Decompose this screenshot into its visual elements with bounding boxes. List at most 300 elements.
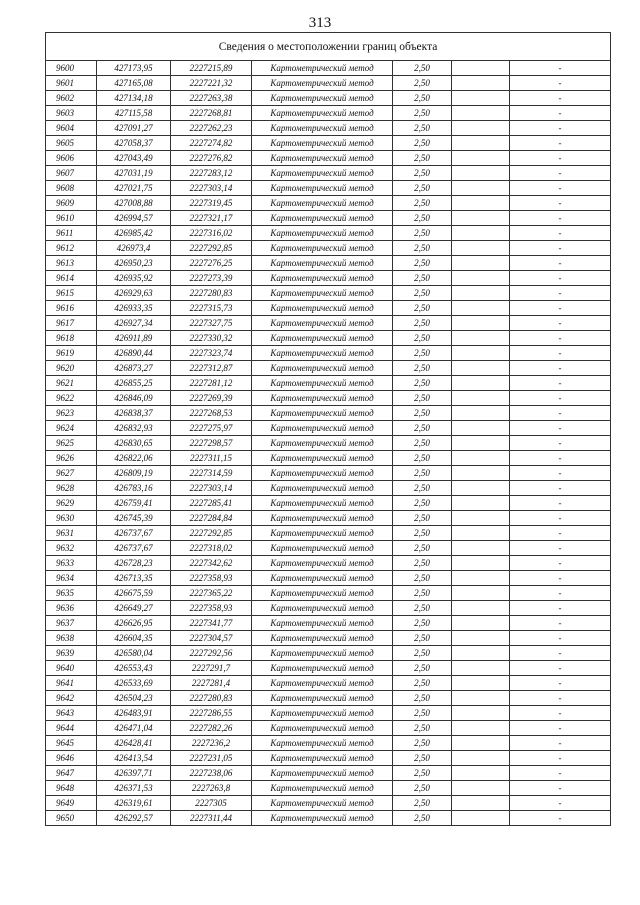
x-coordinate-cell: 426675,59 bbox=[97, 586, 171, 601]
method-cell: Картометрический метод bbox=[252, 616, 393, 631]
accuracy-cell: 2,50 bbox=[393, 121, 452, 136]
point-number-cell: 9634 bbox=[46, 571, 97, 586]
method-cell: Картометрический метод bbox=[252, 511, 393, 526]
table-row bbox=[46, 736, 611, 751]
point-number-cell: 9622 bbox=[46, 391, 97, 406]
point-number-cell: 9630 bbox=[46, 511, 97, 526]
empty-cell bbox=[452, 151, 510, 166]
point-number-cell: 9603 bbox=[46, 106, 97, 121]
x-coordinate-cell: 426759,41 bbox=[97, 496, 171, 511]
description-cell: - bbox=[510, 766, 611, 781]
accuracy-cell: 2,50 bbox=[393, 316, 452, 331]
x-coordinate-cell: 426873,27 bbox=[97, 361, 171, 376]
y-coordinate-cell: 2227311,44 bbox=[171, 811, 252, 826]
accuracy-cell: 2,50 bbox=[393, 751, 452, 766]
point-number-cell: 9604 bbox=[46, 121, 97, 136]
y-coordinate-cell: 2227276,25 bbox=[171, 256, 252, 271]
table-row bbox=[46, 601, 611, 616]
point-number-cell: 9641 bbox=[46, 676, 97, 691]
empty-cell bbox=[452, 616, 510, 631]
x-coordinate-cell: 426950,23 bbox=[97, 256, 171, 271]
point-number-cell: 9610 bbox=[46, 211, 97, 226]
accuracy-cell: 2,50 bbox=[393, 616, 452, 631]
table-row bbox=[46, 661, 611, 676]
x-coordinate-cell: 426846,09 bbox=[97, 391, 171, 406]
y-coordinate-cell: 2227292,56 bbox=[171, 646, 252, 661]
empty-cell bbox=[452, 691, 510, 706]
table-row bbox=[46, 226, 611, 241]
empty-cell bbox=[452, 646, 510, 661]
point-number-cell: 9601 bbox=[46, 76, 97, 91]
method-cell: Картометрический метод bbox=[252, 781, 393, 796]
x-coordinate-cell: 426580,04 bbox=[97, 646, 171, 661]
point-number-cell: 9625 bbox=[46, 436, 97, 451]
empty-cell bbox=[452, 781, 510, 796]
method-cell: Картометрический метод bbox=[252, 151, 393, 166]
x-coordinate-cell: 426929,63 bbox=[97, 286, 171, 301]
point-number-cell: 9609 bbox=[46, 196, 97, 211]
y-coordinate-cell: 2227215,89 bbox=[171, 61, 252, 76]
description-cell: - bbox=[510, 496, 611, 511]
method-cell: Картометрический метод bbox=[252, 91, 393, 106]
empty-cell bbox=[452, 211, 510, 226]
table-row bbox=[46, 721, 611, 736]
x-coordinate-cell: 426832,93 bbox=[97, 421, 171, 436]
method-cell: Картометрический метод bbox=[252, 271, 393, 286]
x-coordinate-cell: 426319,61 bbox=[97, 796, 171, 811]
description-cell: - bbox=[510, 796, 611, 811]
empty-cell bbox=[452, 406, 510, 421]
empty-cell bbox=[452, 586, 510, 601]
point-number-cell: 9642 bbox=[46, 691, 97, 706]
description-cell: - bbox=[510, 601, 611, 616]
method-cell: Картометрический метод bbox=[252, 691, 393, 706]
point-number-cell: 9602 bbox=[46, 91, 97, 106]
x-coordinate-cell: 426911,89 bbox=[97, 331, 171, 346]
description-cell: - bbox=[510, 91, 611, 106]
table-row bbox=[46, 136, 611, 151]
method-cell: Картометрический метод bbox=[252, 136, 393, 151]
method-cell: Картометрический метод bbox=[252, 196, 393, 211]
empty-cell bbox=[452, 631, 510, 646]
empty-cell bbox=[452, 526, 510, 541]
empty-cell bbox=[452, 121, 510, 136]
accuracy-cell: 2,50 bbox=[393, 691, 452, 706]
description-cell: - bbox=[510, 136, 611, 151]
page-number: 313 bbox=[308, 15, 332, 31]
y-coordinate-cell: 2227291,7 bbox=[171, 661, 252, 676]
y-coordinate-cell: 2227274,82 bbox=[171, 136, 252, 151]
boundary-table bbox=[45, 32, 611, 826]
table-row bbox=[46, 496, 611, 511]
x-coordinate-cell: 426604,35 bbox=[97, 631, 171, 646]
method-cell: Картометрический метод bbox=[252, 751, 393, 766]
table-row bbox=[46, 556, 611, 571]
table-row bbox=[46, 451, 611, 466]
empty-cell bbox=[452, 76, 510, 91]
description-cell: - bbox=[510, 751, 611, 766]
empty-cell bbox=[452, 466, 510, 481]
y-coordinate-cell: 2227282,26 bbox=[171, 721, 252, 736]
table-row bbox=[46, 121, 611, 136]
accuracy-cell: 2,50 bbox=[393, 376, 452, 391]
description-cell: - bbox=[510, 376, 611, 391]
y-coordinate-cell: 2227323,74 bbox=[171, 346, 252, 361]
accuracy-cell: 2,50 bbox=[393, 421, 452, 436]
y-coordinate-cell: 2227304,57 bbox=[171, 631, 252, 646]
x-coordinate-cell: 426890,44 bbox=[97, 346, 171, 361]
x-coordinate-cell: 426935,92 bbox=[97, 271, 171, 286]
table-row bbox=[46, 406, 611, 421]
table-row bbox=[46, 616, 611, 631]
table-row bbox=[46, 376, 611, 391]
y-coordinate-cell: 2227319,45 bbox=[171, 196, 252, 211]
table-row bbox=[46, 361, 611, 376]
description-cell: - bbox=[510, 211, 611, 226]
description-cell: - bbox=[510, 256, 611, 271]
description-cell: - bbox=[510, 301, 611, 316]
description-cell: - bbox=[510, 331, 611, 346]
point-number-cell: 9629 bbox=[46, 496, 97, 511]
description-cell: - bbox=[510, 151, 611, 166]
accuracy-cell: 2,50 bbox=[393, 226, 452, 241]
table-body bbox=[46, 61, 611, 826]
point-number-cell: 9612 bbox=[46, 241, 97, 256]
point-number-cell: 9638 bbox=[46, 631, 97, 646]
empty-cell bbox=[452, 391, 510, 406]
table-row bbox=[46, 316, 611, 331]
description-cell: - bbox=[510, 676, 611, 691]
accuracy-cell: 2,50 bbox=[393, 436, 452, 451]
empty-cell bbox=[452, 481, 510, 496]
method-cell: Картометрический метод bbox=[252, 301, 393, 316]
x-coordinate-cell: 426809,19 bbox=[97, 466, 171, 481]
x-coordinate-cell: 426737,67 bbox=[97, 526, 171, 541]
y-coordinate-cell: 2227330,32 bbox=[171, 331, 252, 346]
description-cell: - bbox=[510, 646, 611, 661]
method-cell: Картометрический метод bbox=[252, 361, 393, 376]
x-coordinate-cell: 426927,34 bbox=[97, 316, 171, 331]
description-cell: - bbox=[510, 781, 611, 796]
method-cell: Картометрический метод bbox=[252, 496, 393, 511]
empty-cell bbox=[452, 511, 510, 526]
accuracy-cell: 2,50 bbox=[393, 271, 452, 286]
description-cell: - bbox=[510, 631, 611, 646]
table-row bbox=[46, 211, 611, 226]
x-coordinate-cell: 426830,65 bbox=[97, 436, 171, 451]
table-row bbox=[46, 301, 611, 316]
accuracy-cell: 2,50 bbox=[393, 676, 452, 691]
empty-cell bbox=[452, 421, 510, 436]
point-number-cell: 9615 bbox=[46, 286, 97, 301]
method-cell: Картометрический метод bbox=[252, 241, 393, 256]
y-coordinate-cell: 2227280,83 bbox=[171, 691, 252, 706]
point-number-cell: 9619 bbox=[46, 346, 97, 361]
description-cell: - bbox=[510, 691, 611, 706]
empty-cell bbox=[452, 751, 510, 766]
point-number-cell: 9640 bbox=[46, 661, 97, 676]
table-row bbox=[46, 61, 611, 76]
x-coordinate-cell: 426483,91 bbox=[97, 706, 171, 721]
method-cell: Картометрический метод bbox=[252, 481, 393, 496]
description-cell: - bbox=[510, 316, 611, 331]
table-row bbox=[46, 286, 611, 301]
method-cell: Картометрический метод bbox=[252, 721, 393, 736]
accuracy-cell: 2,50 bbox=[393, 736, 452, 751]
y-coordinate-cell: 2227283,12 bbox=[171, 166, 252, 181]
y-coordinate-cell: 2227276,82 bbox=[171, 151, 252, 166]
empty-cell bbox=[452, 256, 510, 271]
table-title: Сведения о местоположении границ объекта bbox=[46, 33, 611, 61]
point-number-cell: 9627 bbox=[46, 466, 97, 481]
y-coordinate-cell: 2227321,17 bbox=[171, 211, 252, 226]
x-coordinate-cell: 426737,67 bbox=[97, 541, 171, 556]
description-cell: - bbox=[510, 511, 611, 526]
point-number-cell: 9614 bbox=[46, 271, 97, 286]
x-coordinate-cell: 427008,88 bbox=[97, 196, 171, 211]
point-number-cell: 9636 bbox=[46, 601, 97, 616]
accuracy-cell: 2,50 bbox=[393, 586, 452, 601]
x-coordinate-cell: 426973,4 bbox=[97, 241, 171, 256]
empty-cell bbox=[452, 451, 510, 466]
method-cell: Картометрический метод bbox=[252, 766, 393, 781]
description-cell: - bbox=[510, 406, 611, 421]
x-coordinate-cell: 426728,23 bbox=[97, 556, 171, 571]
table-row bbox=[46, 436, 611, 451]
empty-cell bbox=[452, 181, 510, 196]
accuracy-cell: 2,50 bbox=[393, 511, 452, 526]
empty-cell bbox=[452, 796, 510, 811]
x-coordinate-cell: 426626,95 bbox=[97, 616, 171, 631]
accuracy-cell: 2,50 bbox=[393, 196, 452, 211]
table-row bbox=[46, 811, 611, 826]
method-cell: Картометрический метод bbox=[252, 106, 393, 121]
x-coordinate-cell: 426649,27 bbox=[97, 601, 171, 616]
accuracy-cell: 2,50 bbox=[393, 211, 452, 226]
empty-cell bbox=[452, 346, 510, 361]
empty-cell bbox=[452, 286, 510, 301]
empty-cell bbox=[452, 166, 510, 181]
point-number-cell: 9624 bbox=[46, 421, 97, 436]
y-coordinate-cell: 2227314,59 bbox=[171, 466, 252, 481]
description-cell: - bbox=[510, 271, 611, 286]
empty-cell bbox=[452, 736, 510, 751]
method-cell: Картометрический метод bbox=[252, 121, 393, 136]
table-row bbox=[46, 541, 611, 556]
description-cell: - bbox=[510, 541, 611, 556]
point-number-cell: 9649 bbox=[46, 796, 97, 811]
x-coordinate-cell: 427115,58 bbox=[97, 106, 171, 121]
description-cell: - bbox=[510, 706, 611, 721]
accuracy-cell: 2,50 bbox=[393, 811, 452, 826]
y-coordinate-cell: 2227342,62 bbox=[171, 556, 252, 571]
x-coordinate-cell: 426783,16 bbox=[97, 481, 171, 496]
table-row bbox=[46, 706, 611, 721]
table-row bbox=[46, 166, 611, 181]
empty-cell bbox=[452, 601, 510, 616]
table-row bbox=[46, 631, 611, 646]
description-cell: - bbox=[510, 226, 611, 241]
accuracy-cell: 2,50 bbox=[393, 361, 452, 376]
method-cell: Картометрический метод bbox=[252, 226, 393, 241]
table-row bbox=[46, 196, 611, 211]
table-row bbox=[46, 751, 611, 766]
method-cell: Картометрический метод bbox=[252, 421, 393, 436]
accuracy-cell: 2,50 bbox=[393, 406, 452, 421]
accuracy-cell: 2,50 bbox=[393, 706, 452, 721]
y-coordinate-cell: 2227285,41 bbox=[171, 496, 252, 511]
x-coordinate-cell: 426292,57 bbox=[97, 811, 171, 826]
x-coordinate-cell: 427043,49 bbox=[97, 151, 171, 166]
method-cell: Картометрический метод bbox=[252, 211, 393, 226]
method-cell: Картометрический метод bbox=[252, 601, 393, 616]
table-row bbox=[46, 181, 611, 196]
x-coordinate-cell: 426745,39 bbox=[97, 511, 171, 526]
description-cell: - bbox=[510, 451, 611, 466]
description-cell: - bbox=[510, 421, 611, 436]
description-cell: - bbox=[510, 391, 611, 406]
point-number-cell: 9628 bbox=[46, 481, 97, 496]
description-cell: - bbox=[510, 571, 611, 586]
x-coordinate-cell: 426822,06 bbox=[97, 451, 171, 466]
y-coordinate-cell: 2227292,85 bbox=[171, 526, 252, 541]
empty-cell bbox=[452, 91, 510, 106]
x-coordinate-cell: 427058,37 bbox=[97, 136, 171, 151]
y-coordinate-cell: 2227236,2 bbox=[171, 736, 252, 751]
y-coordinate-cell: 2227318,02 bbox=[171, 541, 252, 556]
point-number-cell: 9608 bbox=[46, 181, 97, 196]
point-number-cell: 9647 bbox=[46, 766, 97, 781]
y-coordinate-cell: 2227269,39 bbox=[171, 391, 252, 406]
table-row bbox=[46, 481, 611, 496]
y-coordinate-cell: 2227281,12 bbox=[171, 376, 252, 391]
description-cell: - bbox=[510, 586, 611, 601]
description-cell: - bbox=[510, 661, 611, 676]
empty-cell bbox=[452, 61, 510, 76]
method-cell: Картометрический метод bbox=[252, 436, 393, 451]
point-number-cell: 9623 bbox=[46, 406, 97, 421]
description-cell: - bbox=[510, 466, 611, 481]
x-coordinate-cell: 426985,42 bbox=[97, 226, 171, 241]
accuracy-cell: 2,50 bbox=[393, 781, 452, 796]
accuracy-cell: 2,50 bbox=[393, 301, 452, 316]
x-coordinate-cell: 426413,54 bbox=[97, 751, 171, 766]
point-number-cell: 9650 bbox=[46, 811, 97, 826]
description-cell: - bbox=[510, 196, 611, 211]
y-coordinate-cell: 2227286,55 bbox=[171, 706, 252, 721]
x-coordinate-cell: 426713,35 bbox=[97, 571, 171, 586]
method-cell: Картометрический метод bbox=[252, 331, 393, 346]
method-cell: Картометрический метод bbox=[252, 736, 393, 751]
accuracy-cell: 2,50 bbox=[393, 526, 452, 541]
point-number-cell: 9611 bbox=[46, 226, 97, 241]
method-cell: Картометрический метод bbox=[252, 706, 393, 721]
method-cell: Картометрический метод bbox=[252, 631, 393, 646]
description-cell: - bbox=[510, 361, 611, 376]
table-row bbox=[46, 691, 611, 706]
accuracy-cell: 2,50 bbox=[393, 181, 452, 196]
empty-cell bbox=[452, 766, 510, 781]
accuracy-cell: 2,50 bbox=[393, 646, 452, 661]
description-cell: - bbox=[510, 181, 611, 196]
method-cell: Картометрический метод bbox=[252, 346, 393, 361]
table-row bbox=[46, 331, 611, 346]
accuracy-cell: 2,50 bbox=[393, 541, 452, 556]
table-row bbox=[46, 241, 611, 256]
empty-cell bbox=[452, 811, 510, 826]
method-cell: Картометрический метод bbox=[252, 256, 393, 271]
accuracy-cell: 2,50 bbox=[393, 496, 452, 511]
table-title-row bbox=[46, 33, 611, 61]
empty-cell bbox=[452, 271, 510, 286]
y-coordinate-cell: 2227280,83 bbox=[171, 286, 252, 301]
table-row bbox=[46, 151, 611, 166]
accuracy-cell: 2,50 bbox=[393, 286, 452, 301]
y-coordinate-cell: 2227292,85 bbox=[171, 241, 252, 256]
method-cell: Картометрический метод bbox=[252, 526, 393, 541]
method-cell: Картометрический метод bbox=[252, 811, 393, 826]
y-coordinate-cell: 2227365,22 bbox=[171, 586, 252, 601]
point-number-cell: 9632 bbox=[46, 541, 97, 556]
y-coordinate-cell: 2227221,32 bbox=[171, 76, 252, 91]
table-row bbox=[46, 571, 611, 586]
table-row bbox=[46, 466, 611, 481]
point-number-cell: 9605 bbox=[46, 136, 97, 151]
x-coordinate-cell: 426504,23 bbox=[97, 691, 171, 706]
accuracy-cell: 2,50 bbox=[393, 601, 452, 616]
description-cell: - bbox=[510, 241, 611, 256]
empty-cell bbox=[452, 301, 510, 316]
x-coordinate-cell: 426933,35 bbox=[97, 301, 171, 316]
point-number-cell: 9621 bbox=[46, 376, 97, 391]
point-number-cell: 9633 bbox=[46, 556, 97, 571]
description-cell: - bbox=[510, 61, 611, 76]
y-coordinate-cell: 2227305 bbox=[171, 796, 252, 811]
table-row bbox=[46, 766, 611, 781]
point-number-cell: 9643 bbox=[46, 706, 97, 721]
method-cell: Картометрический метод bbox=[252, 571, 393, 586]
accuracy-cell: 2,50 bbox=[393, 346, 452, 361]
empty-cell bbox=[452, 331, 510, 346]
table-row bbox=[46, 676, 611, 691]
y-coordinate-cell: 2227311,15 bbox=[171, 451, 252, 466]
table-row bbox=[46, 346, 611, 361]
accuracy-cell: 2,50 bbox=[393, 106, 452, 121]
x-coordinate-cell: 426371,53 bbox=[97, 781, 171, 796]
description-cell: - bbox=[510, 286, 611, 301]
method-cell: Картометрический метод bbox=[252, 451, 393, 466]
method-cell: Картометрический метод bbox=[252, 76, 393, 91]
accuracy-cell: 2,50 bbox=[393, 571, 452, 586]
x-coordinate-cell: 427165,08 bbox=[97, 76, 171, 91]
accuracy-cell: 2,50 bbox=[393, 556, 452, 571]
y-coordinate-cell: 2227312,87 bbox=[171, 361, 252, 376]
table-row bbox=[46, 391, 611, 406]
description-cell: - bbox=[510, 811, 611, 826]
y-coordinate-cell: 2227303,14 bbox=[171, 481, 252, 496]
y-coordinate-cell: 2227231,05 bbox=[171, 751, 252, 766]
accuracy-cell: 2,50 bbox=[393, 166, 452, 181]
empty-cell bbox=[452, 196, 510, 211]
x-coordinate-cell: 426553,43 bbox=[97, 661, 171, 676]
y-coordinate-cell: 2227358,93 bbox=[171, 571, 252, 586]
point-number-cell: 9613 bbox=[46, 256, 97, 271]
point-number-cell: 9645 bbox=[46, 736, 97, 751]
x-coordinate-cell: 426994,57 bbox=[97, 211, 171, 226]
y-coordinate-cell: 2227281,4 bbox=[171, 676, 252, 691]
empty-cell bbox=[452, 571, 510, 586]
method-cell: Картометрический метод bbox=[252, 166, 393, 181]
